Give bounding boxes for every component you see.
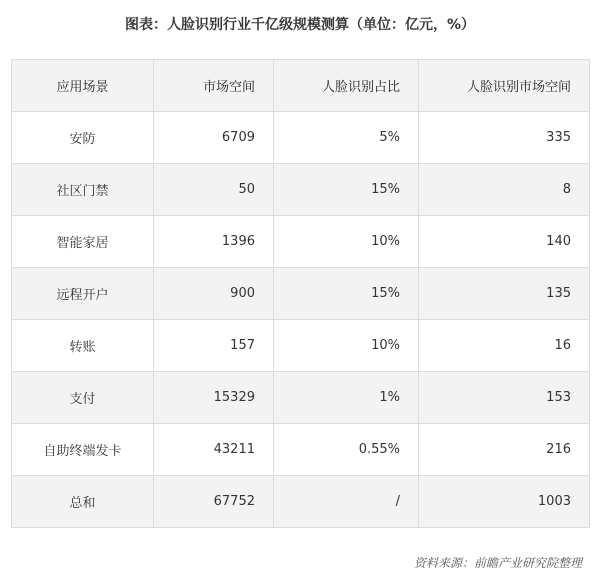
- table-total-row: [12, 476, 590, 528]
- cell-face-market: 135: [419, 268, 590, 320]
- cell-face-market: 8: [419, 164, 590, 216]
- data-table: [11, 59, 590, 528]
- table-row: [12, 372, 590, 424]
- cell-scene: 支付: [12, 372, 154, 424]
- chart-title: 图表：人脸识别行业千亿级规模测算（单位：亿元，%）: [124, 17, 476, 33]
- cell-market: 6709: [154, 112, 274, 164]
- cell-face-market: 153: [419, 372, 590, 424]
- cell-face-market: 16: [419, 320, 590, 372]
- table-row: [12, 320, 590, 372]
- cell-market: 43211: [154, 424, 274, 476]
- cell-share: 10%: [274, 216, 419, 268]
- source-note: 资料来源：前瞻产业研究院整理: [413, 556, 582, 570]
- table-row: [12, 164, 590, 216]
- cell-share: 15%: [274, 268, 419, 320]
- cell-scene: 远程开户: [12, 268, 154, 320]
- cell-share: 0.55%: [274, 424, 419, 476]
- cell-face-market: 335: [419, 112, 590, 164]
- cell-scene: 智能家居: [12, 216, 154, 268]
- table-header-row: [12, 60, 590, 112]
- cell-market: 67752: [154, 476, 274, 528]
- cell-market: 50: [154, 164, 274, 216]
- cell-share: /: [274, 476, 419, 528]
- cell-scene: 转账: [12, 320, 154, 372]
- header-scene: 应用场景: [12, 60, 154, 112]
- table-row: [12, 424, 590, 476]
- header-share: 人脸识别占比: [274, 60, 419, 112]
- cell-share: 10%: [274, 320, 419, 372]
- cell-share: 15%: [274, 164, 419, 216]
- cell-market: 1396: [154, 216, 274, 268]
- table-row: [12, 268, 590, 320]
- cell-scene: 总和: [12, 476, 154, 528]
- table-row: [12, 112, 590, 164]
- cell-scene: 社区门禁: [12, 164, 154, 216]
- cell-scene: 安防: [12, 112, 154, 164]
- cell-face-market: 1003: [419, 476, 590, 528]
- table-row: [12, 216, 590, 268]
- header-face-market: 人脸识别市场空间: [419, 60, 590, 112]
- cell-market: 900: [154, 268, 274, 320]
- cell-face-market: 216: [419, 424, 590, 476]
- cell-scene: 自助终端发卡: [12, 424, 154, 476]
- cell-share: 5%: [274, 112, 419, 164]
- cell-market: 157: [154, 320, 274, 372]
- cell-share: 1%: [274, 372, 419, 424]
- cell-market: 15329: [154, 372, 274, 424]
- header-market: 市场空间: [154, 60, 274, 112]
- cell-face-market: 140: [419, 216, 590, 268]
